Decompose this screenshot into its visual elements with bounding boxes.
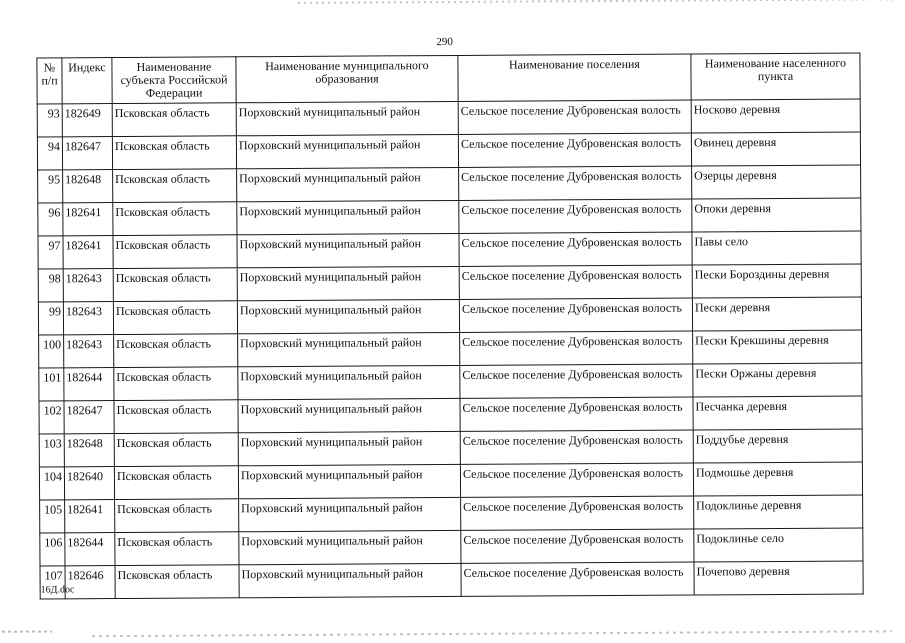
locality-cell: Павы село — [692, 231, 861, 265]
table-row — [38, 165, 861, 203]
municipality-cell: Порховский муниципальный район — [238, 332, 460, 366]
locality-cell: Песчанка деревня — [693, 396, 862, 430]
locality-cell: Опоки деревня — [692, 198, 861, 232]
locality-cell: Подоклинье деревня — [694, 495, 863, 529]
locality-cell: Подоклинье село — [694, 528, 863, 562]
federal-subject-cell: Псковская область — [114, 433, 238, 467]
federal-subject-cell: Псковская область — [114, 466, 238, 500]
row-number-cell: 103 — [39, 434, 64, 467]
header-subject: Наименование субъекта Российской Федерации — [112, 57, 236, 104]
postal-index-cell: 182648 — [63, 170, 113, 203]
scan-artifact-bottom — [92, 630, 892, 637]
header-index: Индекс — [62, 58, 112, 104]
table-row — [37, 132, 860, 170]
locality-cell: Овинец деревня — [691, 132, 860, 166]
page-number: 290 — [436, 35, 453, 49]
postal-index-cell: 182644 — [64, 368, 114, 401]
file-name-footer: 16Д.doc — [40, 584, 75, 596]
federal-subject-cell: Псковская область — [115, 499, 239, 533]
federal-subject-cell: Псковская область — [113, 169, 237, 203]
locality-cell: Озерцы деревня — [692, 165, 861, 199]
table-row — [38, 297, 861, 335]
settlement-cell: Сельское поселение Дубровенская волость — [460, 397, 693, 431]
federal-subject-cell: Псковская область — [113, 202, 237, 236]
settlement-cell: Сельское поселение Дубровенская волость — [461, 562, 694, 596]
settlement-cell: Сельское поселение Дубровенская волость — [458, 100, 691, 134]
municipality-cell: Порховский муниципальный район — [237, 167, 459, 201]
settlement-cell: Сельское поселение Дубровенская волость — [459, 232, 692, 266]
municipality-cell: Порховский муниципальный район — [236, 101, 458, 135]
federal-subject-cell: Псковская область — [115, 532, 239, 566]
row-number-cell: 100 — [39, 335, 64, 368]
settlement-cell: Сельское поселение Дубровенская волость — [459, 298, 692, 332]
settlement-cell: Сельское поселение Дубровенская волость — [460, 463, 693, 497]
postal-index-cell: 182641 — [63, 236, 113, 269]
settlement-cell: Сельское поселение Дубровенская волость — [458, 133, 691, 167]
row-number-cell: 93 — [37, 104, 62, 137]
municipality-cell: Порховский муниципальный район — [238, 464, 460, 498]
locality-cell: Поддубье деревня — [693, 429, 862, 463]
municipality-cell: Порховский муниципальный район — [236, 134, 458, 168]
settlement-cell: Сельское поселение Дубровенская волость — [460, 430, 693, 464]
postal-index-cell: 182649 — [62, 104, 112, 137]
row-number-cell: 98 — [38, 269, 63, 302]
municipality-cell: Порховский муниципальный район — [239, 563, 461, 597]
table-header-row — [37, 53, 860, 104]
table-row — [38, 231, 861, 269]
row-number-cell: 99 — [38, 302, 63, 335]
table-row — [39, 396, 862, 434]
locality-cell: Пески деревня — [692, 297, 861, 331]
federal-subject-cell: Псковская область — [112, 136, 236, 170]
locality-cell: Пески Крекшины деревня — [693, 330, 862, 364]
locality-cell: Почепово деревня — [694, 561, 863, 595]
table-row — [38, 198, 861, 236]
header-locality: Наименование населенного пункта — [691, 53, 860, 100]
settlements-table — [36, 52, 863, 599]
row-number-cell: 96 — [38, 203, 63, 236]
postal-index-cell: 182647 — [62, 137, 112, 170]
row-number-cell: 94 — [37, 137, 62, 170]
postal-index-cell: 182647 — [64, 401, 114, 434]
federal-subject-cell: Псковская область — [114, 334, 238, 368]
locality-cell: Носково деревня — [691, 99, 860, 133]
table-row — [38, 264, 861, 302]
row-number-cell: 97 — [38, 236, 63, 269]
postal-index-cell: 182644 — [65, 533, 115, 566]
federal-subject-cell: Псковская область — [113, 235, 237, 269]
table-row — [40, 495, 863, 533]
locality-cell: Пески Оржаны деревня — [693, 363, 862, 397]
municipality-cell: Порховский муниципальный район — [238, 365, 460, 399]
row-number-cell: 95 — [38, 170, 63, 203]
municipality-cell: Порховский муниципальный район — [237, 233, 459, 267]
table-row — [39, 330, 862, 368]
row-number-cell: 105 — [40, 500, 65, 533]
federal-subject-cell: Псковская область — [113, 268, 237, 302]
table-row — [40, 561, 863, 599]
federal-subject-cell: Псковская область — [114, 367, 238, 401]
header-municipality: Наименование муниципального образования — [236, 55, 458, 102]
table-row — [37, 99, 860, 137]
settlement-cell: Сельское поселение Дубровенская волость — [460, 331, 693, 365]
postal-index-cell: 182643 — [63, 302, 113, 335]
table-row — [39, 429, 862, 467]
municipality-cell: Порховский муниципальный район — [239, 530, 461, 564]
settlement-cell: Сельское поселение Дубровенская волость — [461, 496, 694, 530]
municipality-cell: Порховский муниципальный район — [237, 299, 459, 333]
postal-index-cell: 182643 — [64, 335, 114, 368]
header-settlement: Наименование поселения — [458, 54, 691, 101]
municipality-cell: Порховский муниципальный район — [237, 266, 459, 300]
table-row — [39, 363, 862, 401]
locality-cell: Пески Бороздины деревня — [692, 264, 861, 298]
municipality-cell: Порховский муниципальный район — [238, 398, 460, 432]
postal-index-cell: 182641 — [65, 500, 115, 533]
header-number: № п/п — [37, 58, 62, 104]
settlement-cell: Сельское поселение Дубровенская волость — [461, 529, 694, 563]
postal-index-cell: 182648 — [64, 434, 114, 467]
row-number-cell: 104 — [39, 467, 64, 500]
postal-index-cell: 182643 — [63, 269, 113, 302]
table-row — [39, 462, 862, 500]
federal-subject-cell: Псковская область — [112, 103, 236, 137]
settlement-cell: Сельское поселение Дубровенская волость — [459, 166, 692, 200]
row-number-cell: 102 — [39, 401, 64, 434]
postal-index-cell: 182641 — [63, 203, 113, 236]
row-number-cell: 101 — [39, 368, 64, 401]
locality-cell: Подмошье деревня — [693, 462, 862, 496]
federal-subject-cell: Псковская область — [113, 301, 237, 335]
postal-index-cell: 182646 — [65, 566, 115, 599]
scan-artifact-left — [2, 630, 52, 632]
settlement-cell: Сельское поселение Дубровенская волость — [460, 364, 693, 398]
federal-subject-cell: Псковская область — [114, 400, 238, 434]
table-row — [40, 528, 863, 566]
postal-index-cell: 182640 — [64, 467, 114, 500]
municipality-cell: Порховский муниципальный район — [239, 497, 461, 531]
row-number-cell: 106 — [40, 533, 65, 566]
scan-artifact-top — [298, 0, 898, 4]
settlement-cell: Сельское поселение Дубровенская волость — [459, 265, 692, 299]
settlement-cell: Сельское поселение Дубровенская волость — [459, 199, 692, 233]
municipality-cell: Порховский муниципальный район — [237, 200, 459, 234]
municipality-cell: Порховский муниципальный район — [238, 431, 460, 465]
row-number-cell: 107 — [40, 566, 65, 599]
federal-subject-cell: Псковская область — [115, 565, 239, 599]
